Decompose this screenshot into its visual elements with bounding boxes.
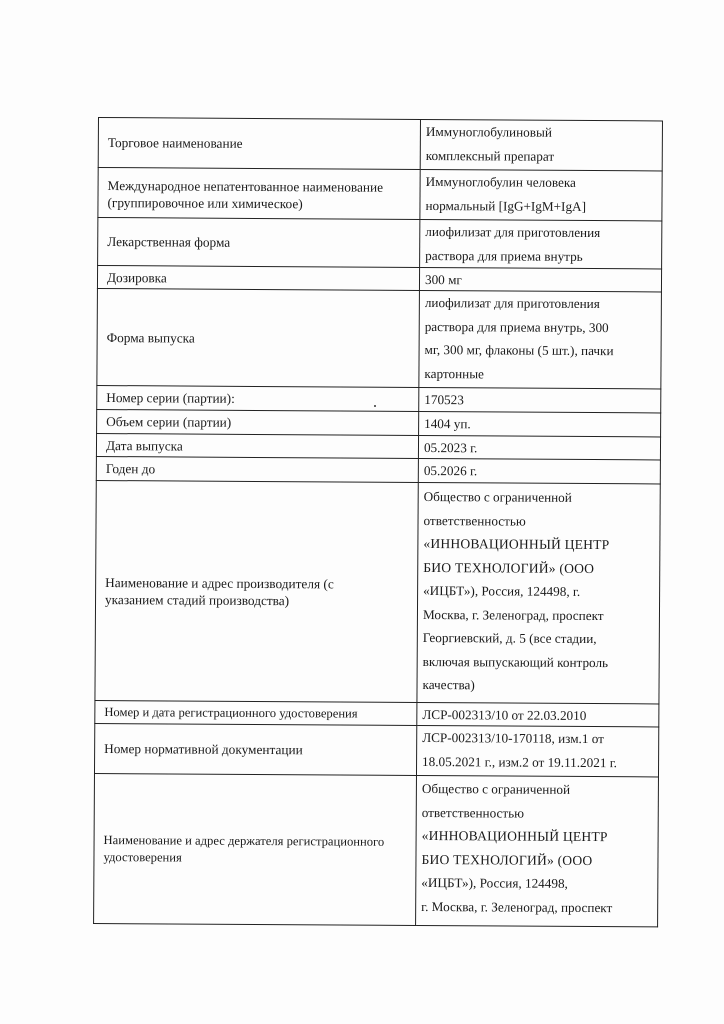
row-label bbox=[97, 288, 420, 387]
label-line: Наименование и адрес держателя регистрационного bbox=[103, 832, 385, 849]
row-label bbox=[98, 218, 420, 268]
label-line: Дозировка bbox=[106, 269, 167, 285]
row-value bbox=[416, 775, 659, 926]
row-value bbox=[419, 411, 661, 436]
row-value bbox=[419, 290, 662, 388]
value-line: ответственностью bbox=[421, 804, 525, 821]
row-value bbox=[420, 169, 662, 220]
label-line: Годен до bbox=[105, 461, 156, 477]
label-line: Номер и дата регистрационного удостоверения bbox=[104, 704, 358, 721]
value-line: «ИННОВАЦИОННЫЙ ЦЕНТР bbox=[423, 535, 610, 553]
value-line: лиофилизат для приготовления bbox=[425, 224, 601, 241]
value-line: Георгиевский, д. 5 (все стадии, bbox=[422, 629, 597, 647]
row-value bbox=[420, 219, 662, 268]
scan-speck bbox=[374, 405, 376, 407]
value-line: 1404 уп. bbox=[424, 415, 471, 432]
value-line: лиофилизат для приготовления bbox=[424, 295, 600, 312]
row-label bbox=[95, 480, 418, 702]
row-value bbox=[417, 702, 659, 726]
label-line: удостоверения bbox=[103, 849, 182, 865]
table-row bbox=[97, 385, 661, 412]
row-value bbox=[420, 119, 662, 170]
value-line: Иммуноглобулин человека bbox=[425, 174, 576, 190]
table-row bbox=[98, 168, 662, 221]
row-label bbox=[97, 266, 419, 291]
table-row bbox=[97, 409, 661, 436]
value-line: «ИЦБТ»), Россия, 124498, bbox=[421, 874, 568, 891]
row-label bbox=[94, 723, 416, 775]
table-row bbox=[98, 118, 662, 171]
row-label bbox=[98, 168, 420, 220]
value-line: Общество с ограниченной bbox=[423, 488, 572, 505]
table-row bbox=[94, 723, 658, 776]
value-line: 18.05.2021 г., изм.2 от 19.11.2021 г. bbox=[422, 753, 618, 770]
table-row bbox=[95, 480, 660, 703]
label-line: Номер серии (партии): bbox=[106, 390, 235, 406]
value-line: Общество с ограниченной bbox=[421, 780, 571, 797]
row-label bbox=[97, 385, 419, 411]
table-row bbox=[97, 288, 662, 388]
row-value bbox=[418, 458, 660, 483]
label-line: Дата выпуска bbox=[105, 437, 183, 454]
label-line: указанием стадий производства) bbox=[105, 591, 290, 608]
value-line: 05.2026 г. bbox=[423, 462, 478, 479]
label-line: Номер нормативной документации bbox=[104, 741, 303, 758]
value-line: комплексный препарат bbox=[425, 147, 555, 164]
row-label bbox=[95, 700, 417, 725]
value-line: раствора для приема внутрь bbox=[425, 247, 583, 264]
row-value bbox=[419, 267, 661, 291]
label-line: Торговое наименование bbox=[107, 135, 243, 151]
value-line: картонные bbox=[424, 365, 484, 381]
value-line: качества) bbox=[422, 676, 475, 693]
row-value bbox=[417, 482, 660, 703]
row-label bbox=[94, 773, 417, 925]
value-line: БИО ТЕХНОЛОГИЙ» (ООО bbox=[423, 559, 595, 576]
label-line: Наименование и адрес производителя (с bbox=[105, 574, 334, 591]
value-line: 05.2023 г. bbox=[423, 439, 478, 455]
value-line: БИО ТЕХНОЛОГИЙ» (ООО bbox=[421, 851, 593, 868]
table-row bbox=[97, 266, 661, 292]
row-value bbox=[416, 725, 658, 776]
row-label bbox=[96, 433, 418, 458]
table-row bbox=[96, 433, 660, 459]
value-line: включая выпускающий контроль bbox=[422, 653, 609, 670]
row-label bbox=[98, 118, 420, 170]
value-line: мг, 300 мг, флаконы (5 шт.), пачки bbox=[424, 341, 614, 359]
table-row bbox=[94, 773, 659, 926]
table-row bbox=[96, 456, 660, 483]
row-value bbox=[419, 387, 661, 412]
drug-info-table bbox=[93, 117, 663, 927]
value-line: «ИЦБТ»), Россия, 124498, г. bbox=[423, 582, 581, 599]
table-row bbox=[98, 218, 662, 269]
row-label bbox=[96, 456, 418, 482]
table-row bbox=[95, 700, 659, 726]
row-value bbox=[418, 435, 660, 459]
label-line: (группировочное или химическое) bbox=[107, 195, 303, 212]
value-line: «ИННОВАЦИОННЫЙ ЦЕНТР bbox=[421, 827, 608, 845]
value-line: Москва, г. Зеленоград, проспект bbox=[422, 606, 604, 623]
label-line: Международное непатентованное наименование bbox=[107, 178, 384, 195]
value-line: ЛСР-002313/10 от 22.03.2010 bbox=[422, 706, 587, 723]
value-line: раствора для приема внутрь, 300 bbox=[424, 318, 609, 335]
value-line: нормальный [IgG+IgM+IgA] bbox=[425, 197, 587, 214]
value-line: г. Москва, г. Зеленоград, проспект bbox=[421, 898, 613, 915]
value-line: 170523 bbox=[424, 391, 464, 408]
value-line: ЛСР-002313/10-170118, изм.1 от bbox=[422, 729, 604, 747]
value-line: ответственностью bbox=[423, 512, 526, 529]
label-line: Объем серии (партии) bbox=[106, 414, 232, 430]
value-line: 300 мг bbox=[424, 271, 462, 287]
row-label bbox=[97, 409, 419, 435]
label-line: Лекарственная форма bbox=[107, 234, 231, 250]
value-line: Иммуноглобулиновый bbox=[425, 124, 552, 140]
label-line: Форма выпуска bbox=[106, 329, 195, 346]
